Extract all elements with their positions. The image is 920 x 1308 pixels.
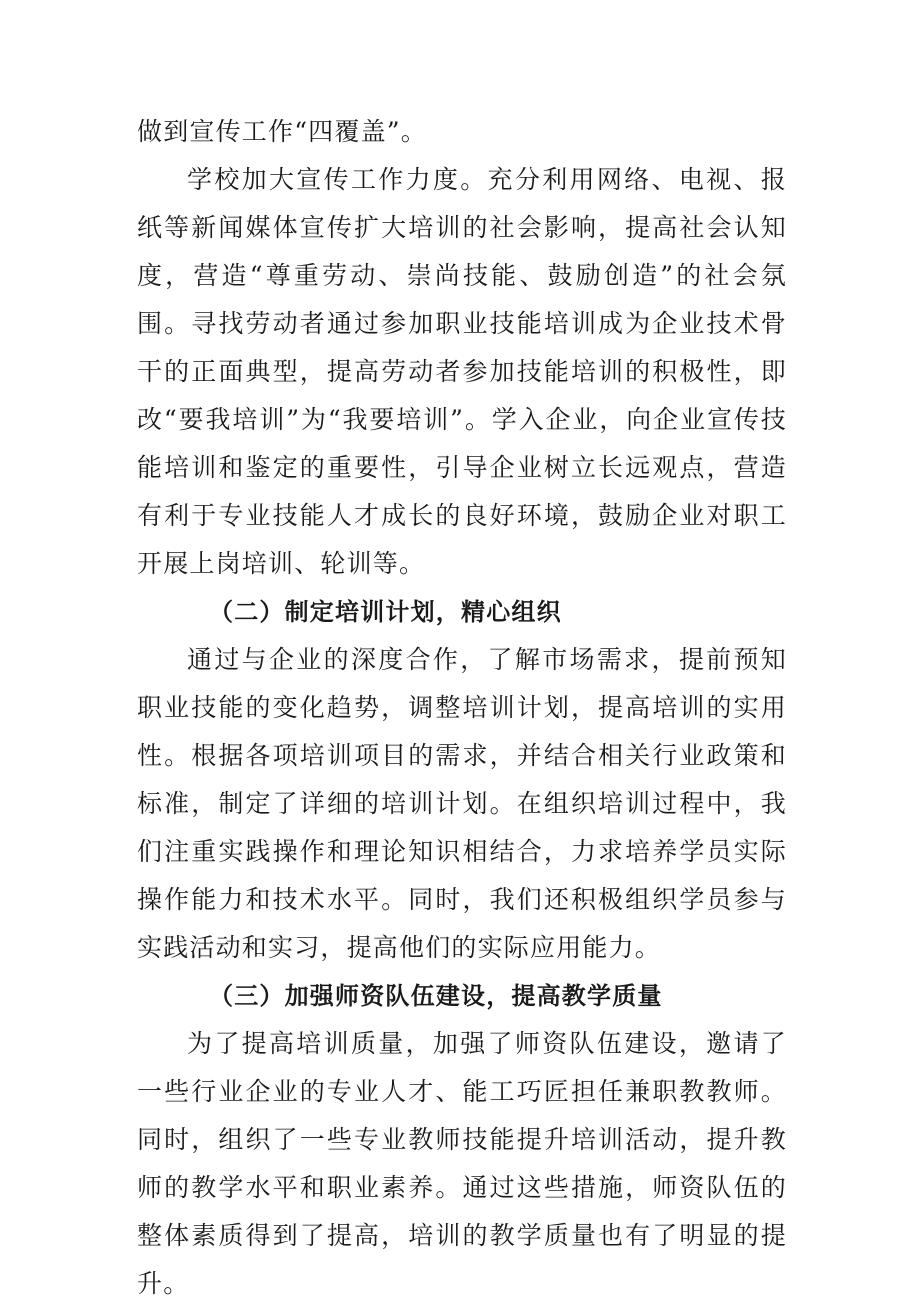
- document-body: [137, 108, 787, 1308]
- section-heading-2: （二）制定培训计划，精心组织: [209, 598, 562, 626]
- paragraph-3: 通过与企业的深度合作，了解市场需求，提前预知职业技能的变化趋势，调整培训计划，提高培训的实用性。根据各项培训项目的需求，并结合相关行业政策和标准，制定了详细的培训计划。在组织培训过程中，我们注重实践操作和理论知识相结合，力求培养学员实际操作能力和技术水平。同时，我们还积极组织学员参与实践活动和实习，提高他们的实际应用能力。: [137, 645, 787, 962]
- section-heading-3: （三）加强师资队伍建设，提高教学质量: [209, 982, 663, 1010]
- paragraph-1: 做到宣传工作“四覆盖”。: [137, 117, 427, 146]
- paragraph-2: 学校加大宣传工作力度。充分利用网络、电视、报纸等新闻媒体宣传扩大培训的社会影响，提高社会认知度，营造“尊重劳动、崇尚技能、鼓励创造”的社会氛围。寻找劳动者通过参加职业技能培训成为企业技术骨干的正面典型，提高劳动者参加技能培训的积极性，即改“要我培训”为“我要培训”。学入企业，向企业宣传技能培训和鉴定的重要性，引导企业树立长远观点，营造有利于专业技能人才成长的良好环境，鼓励企业对职工开展上岗培训、轮训等。: [137, 165, 787, 578]
- paragraph-4: 为了提高培训质量，加强了师资队伍建设，邀请了一些行业企业的专业人才、能工巧匠担任兼职教教师。同时，组织了一些专业教师技能提升培训活动，提升教师的教学水平和职业素养。通过这些措施，师资队伍的整体素质得到了提高，培训的教学质量也有了明显的提升。: [137, 1029, 787, 1298]
